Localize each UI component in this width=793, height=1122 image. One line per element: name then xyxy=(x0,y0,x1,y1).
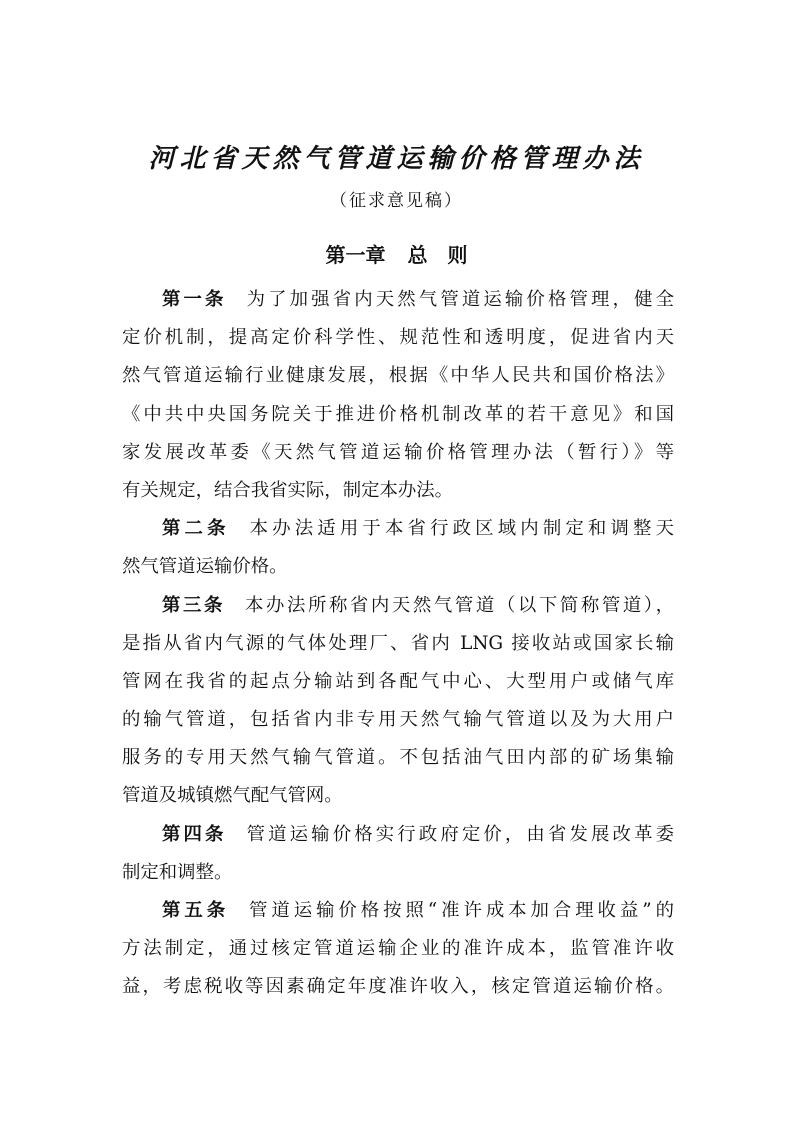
article-1-line-5: 家发展改革委《天然气管道运输价格管理办法（暂行）》等 xyxy=(122,441,674,463)
chapter-name: 总 则 xyxy=(407,243,468,267)
chapter-number: 第一章 xyxy=(325,243,386,267)
article-1-line-2: 定价机制，提高定价科学性、规范性和透明度，促进省内天 xyxy=(122,327,674,349)
article-2-label: 第二条 xyxy=(162,518,230,540)
article-3-line-5: 服务的专用天然气输气管道。不包括油气田内部的矿场集输 xyxy=(122,747,674,769)
article-4-label: 第四条 xyxy=(162,823,227,845)
article-3-line-6: 管道及城镇燃气配气管网。 xyxy=(122,785,343,807)
document-subtitle: （征求意见稿） xyxy=(330,191,463,211)
document-title: 河北省天然气管道运输价格管理办法 xyxy=(148,144,645,174)
article-5-line-2: 方法制定，通过核定管道运输企业的准许成本，监管准许收 xyxy=(122,938,674,960)
article-1-line-4: 《中共中央国务院关于推进价格机制改革的若干意见》和国 xyxy=(122,403,674,425)
chapter-heading xyxy=(0,239,793,268)
article-3-line-2: 是指从省内气源的气体处理厂、省内 LNG 接收站或国家长输 xyxy=(122,632,674,654)
article-4-line-2: 制定和调整。 xyxy=(122,861,233,883)
article-3-label: 第三条 xyxy=(162,594,225,616)
document-body xyxy=(122,281,674,1007)
article-1-line-3: 然气管道运输行业健康发展，根据《中华人民共和国价格法》 xyxy=(122,365,674,387)
article-1-line-6: 有关规定，结合我省实际，制定本办法。 xyxy=(122,479,454,501)
article-4-line-1: 第四条 管道运输价格实行政府定价，由省发展改革委 xyxy=(162,823,674,845)
article-3-line-1: 第三条 本办法所称省内天然气管道（以下简称管道）， xyxy=(162,594,674,616)
article-5-line-3: 益，考虑税收等因素确定年度准许收入，核定管道运输价格。 xyxy=(122,976,674,998)
article-3-line-3: 管网在我省的起点分输站到各配气中心、大型用户或储气库 xyxy=(122,670,674,692)
article-2-line-2: 然气管道运输价格。 xyxy=(122,556,288,578)
article-5-line-1: 第五条 管道运输价格按照“准许成本加合理收益”的 xyxy=(162,900,674,921)
article-2-line-1: 第二条 本办法适用于本省行政区域内制定和调整天 xyxy=(162,518,674,540)
article-1-line-1: 第一条 为了加强省内天然气管道运输价格管理，健全 xyxy=(162,289,674,310)
article-3-line-4: 的输气管道，包括省内非专用天然气输气管道以及为大用户 xyxy=(122,709,674,731)
article-1-label: 第一条 xyxy=(162,289,227,310)
article-5-label: 第五条 xyxy=(162,900,230,921)
